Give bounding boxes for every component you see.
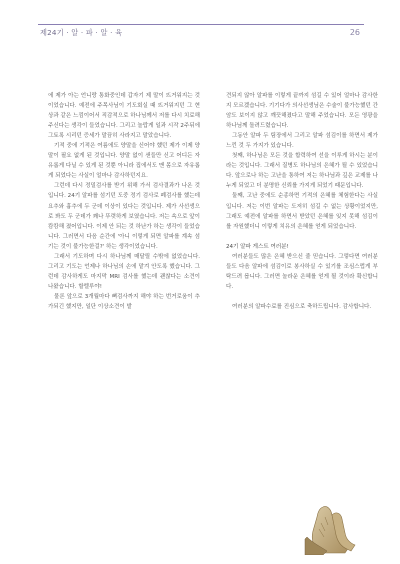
guest-greeting: 24기 알파 게스트 여러분! [226, 243, 289, 250]
issue-label: 제24기 · 알 · 파 · 알 · 육 [40, 28, 123, 37]
praying-hands-image [303, 503, 359, 555]
left-paragraph-2: 기적 중에 기적은 여름에도 양말을 신어야 했던 제가 이제 양말이 필요 없게 된 것입니다. 양말 없이 샌들만 신고 어디든 자유롭게 다닐 수 있게 된 것뿐 아니라 집에서도 맨 몸으로 자유롭게 되었다는 사실이 얼마나 감사하던지요. [48, 143, 200, 180]
guest-paragraph: 여러분들도 많은 은혜 받으신 줄 믿습니다. 그렇다면 여러분들도 다음 알파에 섬김이로 봉사하실 수 있기를 조심스럽게 부탁드려 봅니다. 그러면 놀라운 은혜를 얻게 될 것이라 확신합니다. [226, 253, 378, 290]
left-column [48, 91, 200, 312]
section-gap [226, 232, 378, 242]
left-paragraph-4: 그래서 기도하며 다시 하나님께 매달릴 수밖에 없었습니다. 그리고 기도는 언제나 하나님의 손에 맡겨 안도록 했습니다. 그런데 감사하게도 마지막 MRI 검사를 했는데 괜찮다는 소견이 나왔습니다. 할렐루야! [48, 253, 200, 290]
right-paragraph-1: 견되지 않아 알파를 이렇게 끝까지 섬길 수 있어 얼마나 감사한지 모르겠습니다. 기기다가 의사선생님은 수술이 불가능했던 간암도 보이지 않고 깨끗해졌다고 말해 주었습니다. 모든 영광을 하나님께 돌려드렸습니다. [226, 93, 378, 130]
closing-paragraph: 여러분의 알파수료를 진심으로 축하드립니다. 감사합니다. [232, 303, 372, 310]
page-number: 26 [349, 28, 360, 37]
closing-gap [226, 292, 378, 302]
left-paragraph-1: 에 제가 아는 언니랑 통화중인데 갑자기 제 말이 뜨거워지는 것이었습니다. 예전에 주목사님이 기도회실 때 뜨거워지던 그 현상과 같은 느낌이어서 직감적으로 하나님께서 저를 다시 치료해 주신다는 생각이 들었습니다. 그리고 놀랍게 일과 시작 2주뒤에 그토록 시리던 증세가 말끔히 사라지고 말았습니다. [48, 93, 200, 140]
right-paragraph-2: 그동안 알파 두 팀장에서 그리고 알파 섬김이를 하면서 제가 느낀 것 두 가지가 있습니다. [226, 133, 378, 150]
right-paragraph-4: 둘째, 고난 중에도 순종하면 기적의 은혜를 체험한다는 사실입니다. 저는 이번 알파는 도저히 섬길 수 없는 상황이었지만, 그래도 예전에 알파를 하면서 받았던 은혜를 잊지 못해 섬김이를 자원했더니 이렇게 치유의 은혜를 얻게 되었습니다. [226, 193, 378, 230]
header-rule [38, 24, 364, 25]
right-column [226, 91, 378, 312]
right-paragraph-3: 첫째, 하나님은 모든 것을 합력하여 선을 이루게 하시는 분이라는 것입니다. 그래서 질병도 하나님의 은혜가 될 수 있었습니다. 앞으로나 하는 고난을 통하여 저는 하나님과 깊은 교제를 나누게 되었고 더 분명한 신뢰를 가지게 되었기 때문입니다. [226, 153, 378, 190]
left-paragraph-3: 그런데 다시 정밀검사를 받기 위해 가서 검사결과가 나온 것입니다. 24기 알파를 섬기던 도중 정기 검사로 폐검사를 했는데 요추와 흉추에 두 군데 이상이 있다는 것입니다. 제가 사선생으로 봐도 두 군데가 꽤나 뚜렷하게 보였습니다. 저는 속으로 앞이 캄캄해 졌어입니다. 이제 안 되는 것 하난가 하는 생각이 들었습니다. 그러면서 다음 순간에 '아니 이렇게 되면 알파를 계속 섬기는 것이 불가능한걸?' 하는 생각이었습니다. [48, 183, 200, 250]
left-paragraph-5: 물론 앞으로 3개월마다 뼈검사까지 해야 하는 번거로움이 추가되긴 했지만, 일단 이상소견이 발 [48, 293, 200, 310]
